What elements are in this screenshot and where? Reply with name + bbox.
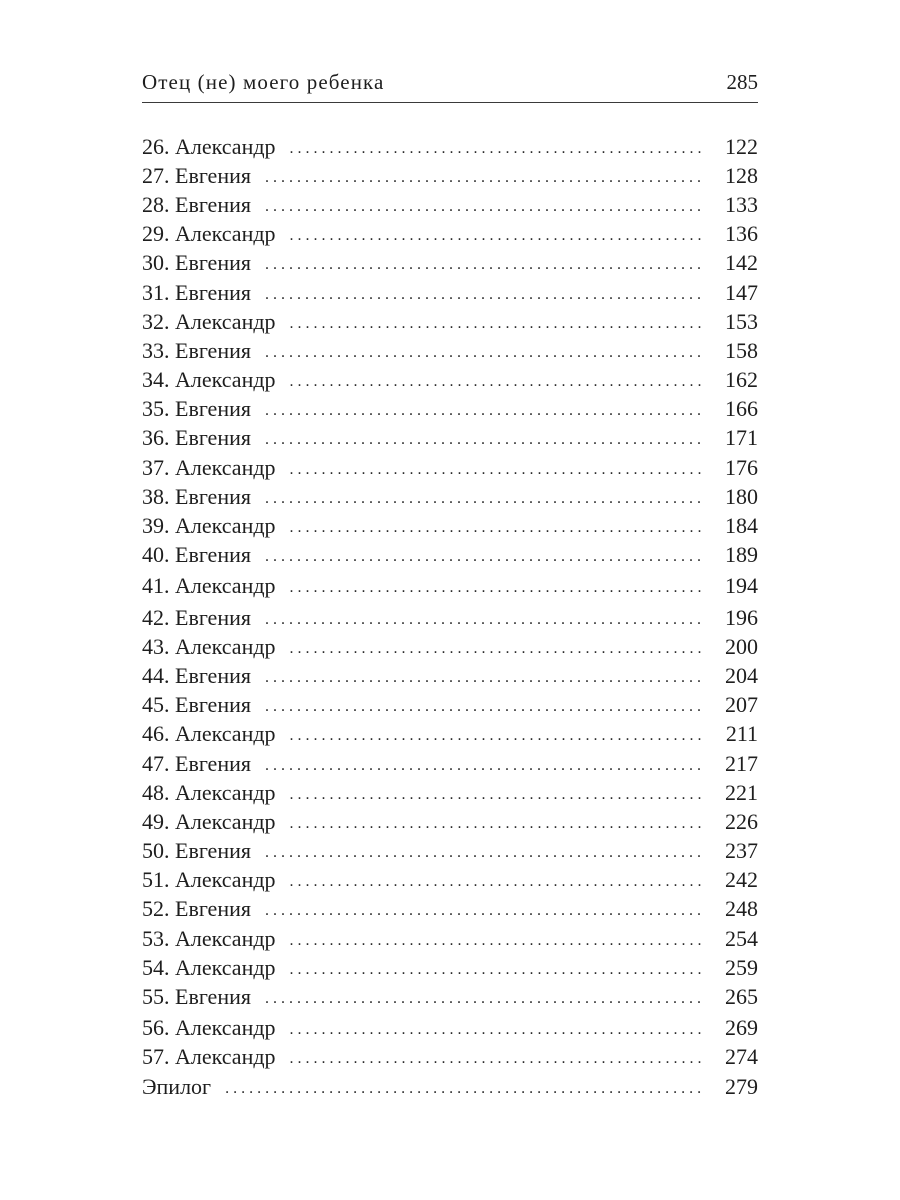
toc-entry-title: 56. Александр [142, 1015, 276, 1041]
toc-entry-page: 128 [725, 162, 758, 188]
toc-entry [142, 632, 758, 661]
toc-entry-page: 194 [725, 573, 758, 599]
toc-entry-page: 136 [725, 221, 758, 247]
toc-entry-page: 147 [725, 279, 758, 305]
toc-entry [142, 720, 758, 749]
toc-entry-page: 204 [725, 662, 758, 688]
toc-entry-page: 200 [725, 633, 758, 659]
toc-entry-page: 274 [725, 1044, 758, 1070]
toc-entry-page: 142 [725, 250, 758, 276]
toc-entry-title: 41. Александр [142, 573, 276, 599]
toc-entry-page: 259 [725, 954, 758, 980]
toc-entry-title: 52. Евгения [142, 896, 251, 922]
toc-entry-page: 254 [725, 925, 758, 951]
toc-entry [142, 366, 758, 395]
toc-entry-title: 36. Евгения [142, 425, 251, 451]
toc-entry-title: 50. Евгения [142, 838, 251, 864]
toc-entry-title: 29. Александр [142, 221, 276, 247]
toc-entry-page: 226 [725, 808, 758, 834]
toc-entry-page: 189 [725, 542, 758, 568]
dot-leader [290, 637, 702, 661]
toc-entry-title: 33. Евгения [142, 337, 251, 363]
dot-leader [265, 545, 702, 569]
toc-entry [142, 278, 758, 307]
toc-entry [142, 895, 758, 924]
toc-entry-page: 221 [725, 779, 758, 805]
toc-entry-title: 46. Александр [142, 721, 276, 747]
table-of-contents [142, 132, 758, 1101]
toc-entry-page: 265 [725, 984, 758, 1010]
toc-entry-page: 248 [725, 896, 758, 922]
toc-entry-title: 51. Александр [142, 867, 276, 893]
toc-entry [142, 249, 758, 278]
toc-entry [142, 220, 758, 249]
toc-entry [142, 1014, 758, 1043]
toc-entry-page: 279 [725, 1073, 758, 1099]
toc-entry [142, 924, 758, 953]
dot-leader [290, 576, 702, 600]
toc-entry-title: 38. Евгения [142, 483, 251, 509]
toc-entry-page: 180 [725, 483, 758, 509]
toc-entry-title: 54. Александр [142, 954, 276, 980]
toc-entry-page: 158 [725, 337, 758, 363]
dot-leader [265, 608, 702, 632]
dot-leader [290, 224, 702, 248]
toc-entry [142, 837, 758, 866]
dot-leader [265, 754, 702, 778]
dot-leader [265, 899, 702, 923]
dot-leader [290, 812, 702, 836]
dot-leader [265, 253, 702, 277]
toc-entry-page: 162 [725, 367, 758, 393]
toc-entry-page: 166 [725, 396, 758, 422]
toc-entry-page: 269 [725, 1015, 758, 1041]
dot-leader [290, 783, 702, 807]
dot-leader [265, 695, 702, 719]
toc-entry [142, 603, 758, 632]
dot-leader [265, 195, 702, 219]
toc-entry-page: 242 [725, 867, 758, 893]
dot-leader [290, 724, 702, 748]
dot-leader [290, 312, 702, 336]
toc-entry [142, 691, 758, 720]
toc-entry-page: 133 [725, 191, 758, 217]
toc-entry-page: 237 [725, 838, 758, 864]
toc-entry [142, 190, 758, 219]
dot-leader [265, 283, 702, 307]
toc-entry [142, 749, 758, 778]
toc-entry [142, 541, 758, 570]
toc-entry [142, 1043, 758, 1072]
toc-entry-page: 171 [725, 425, 758, 451]
toc-entry-title: 53. Александр [142, 925, 276, 951]
dot-leader [265, 428, 702, 452]
toc-entry-page: 211 [725, 721, 758, 747]
toc-entry-title: 44. Евгения [142, 662, 251, 688]
toc-entry-title: 43. Александр [142, 633, 276, 659]
dot-leader [290, 370, 702, 394]
toc-entry-page: 207 [725, 692, 758, 718]
dot-leader [265, 841, 702, 865]
dot-leader [290, 1047, 702, 1071]
dot-leader [290, 958, 702, 982]
dot-leader [290, 458, 702, 482]
dot-leader [265, 487, 702, 511]
toc-entry [142, 161, 758, 190]
toc-entry [142, 424, 758, 453]
toc-entry-page: 176 [725, 454, 758, 480]
toc-entry [142, 395, 758, 424]
toc-entry-page: 122 [725, 133, 758, 159]
page-number: 285 [726, 70, 758, 94]
toc-entry [142, 953, 758, 982]
toc-entry-title: 57. Александр [142, 1044, 276, 1070]
toc-entry-title: 30. Евгения [142, 250, 251, 276]
toc-entry [142, 307, 758, 336]
toc-entry [142, 778, 758, 807]
toc-entry-title: 40. Евгения [142, 542, 251, 568]
toc-entry-title: 34. Александр [142, 367, 276, 393]
dot-leader [265, 341, 702, 365]
running-title: Отец (не) моего ребенка [142, 70, 385, 94]
toc-entry [142, 982, 758, 1011]
toc-entry [142, 807, 758, 836]
toc-entry-title: 48. Александр [142, 779, 276, 805]
toc-entry [142, 661, 758, 690]
dot-leader [225, 1077, 702, 1101]
toc-entry-title: 27. Евгения [142, 162, 251, 188]
toc-entry-title: 32. Александр [142, 308, 276, 334]
dot-leader [265, 666, 702, 690]
dot-leader [290, 1018, 702, 1042]
toc-entry-title: 42. Евгения [142, 604, 251, 630]
dot-leader [290, 516, 702, 540]
toc-entry-page: 153 [725, 308, 758, 334]
toc-entry-page: 184 [725, 513, 758, 539]
running-header [142, 62, 758, 103]
toc-entry [142, 482, 758, 511]
toc-entry-epilogue [142, 1072, 758, 1101]
toc-entry [142, 336, 758, 365]
dot-leader [265, 987, 702, 1011]
dot-leader [290, 137, 702, 161]
toc-entry-title: 55. Евгения [142, 984, 251, 1010]
dot-leader [265, 399, 702, 423]
toc-entry-title: 49. Александр [142, 808, 276, 834]
toc-entry-title: 37. Александр [142, 454, 276, 480]
toc-entry [142, 572, 758, 601]
toc-entry-title: Эпилог [142, 1073, 212, 1099]
dot-leader [290, 929, 702, 953]
toc-entry-title: 47. Евгения [142, 750, 251, 776]
toc-entry [142, 132, 758, 161]
toc-entry-page: 196 [725, 604, 758, 630]
toc-entry [142, 453, 758, 482]
toc-entry-title: 28. Евгения [142, 191, 251, 217]
dot-leader [290, 870, 702, 894]
toc-entry-title: 35. Евгения [142, 396, 251, 422]
toc-entry-title: 31. Евгения [142, 279, 251, 305]
toc-entry [142, 511, 758, 540]
toc-entry-title: 45. Евгения [142, 692, 251, 718]
toc-entry-page: 217 [725, 750, 758, 776]
toc-entry-title: 39. Александр [142, 513, 276, 539]
toc-entry [142, 866, 758, 895]
toc-entry-title: 26. Александр [142, 133, 276, 159]
dot-leader [265, 166, 702, 190]
